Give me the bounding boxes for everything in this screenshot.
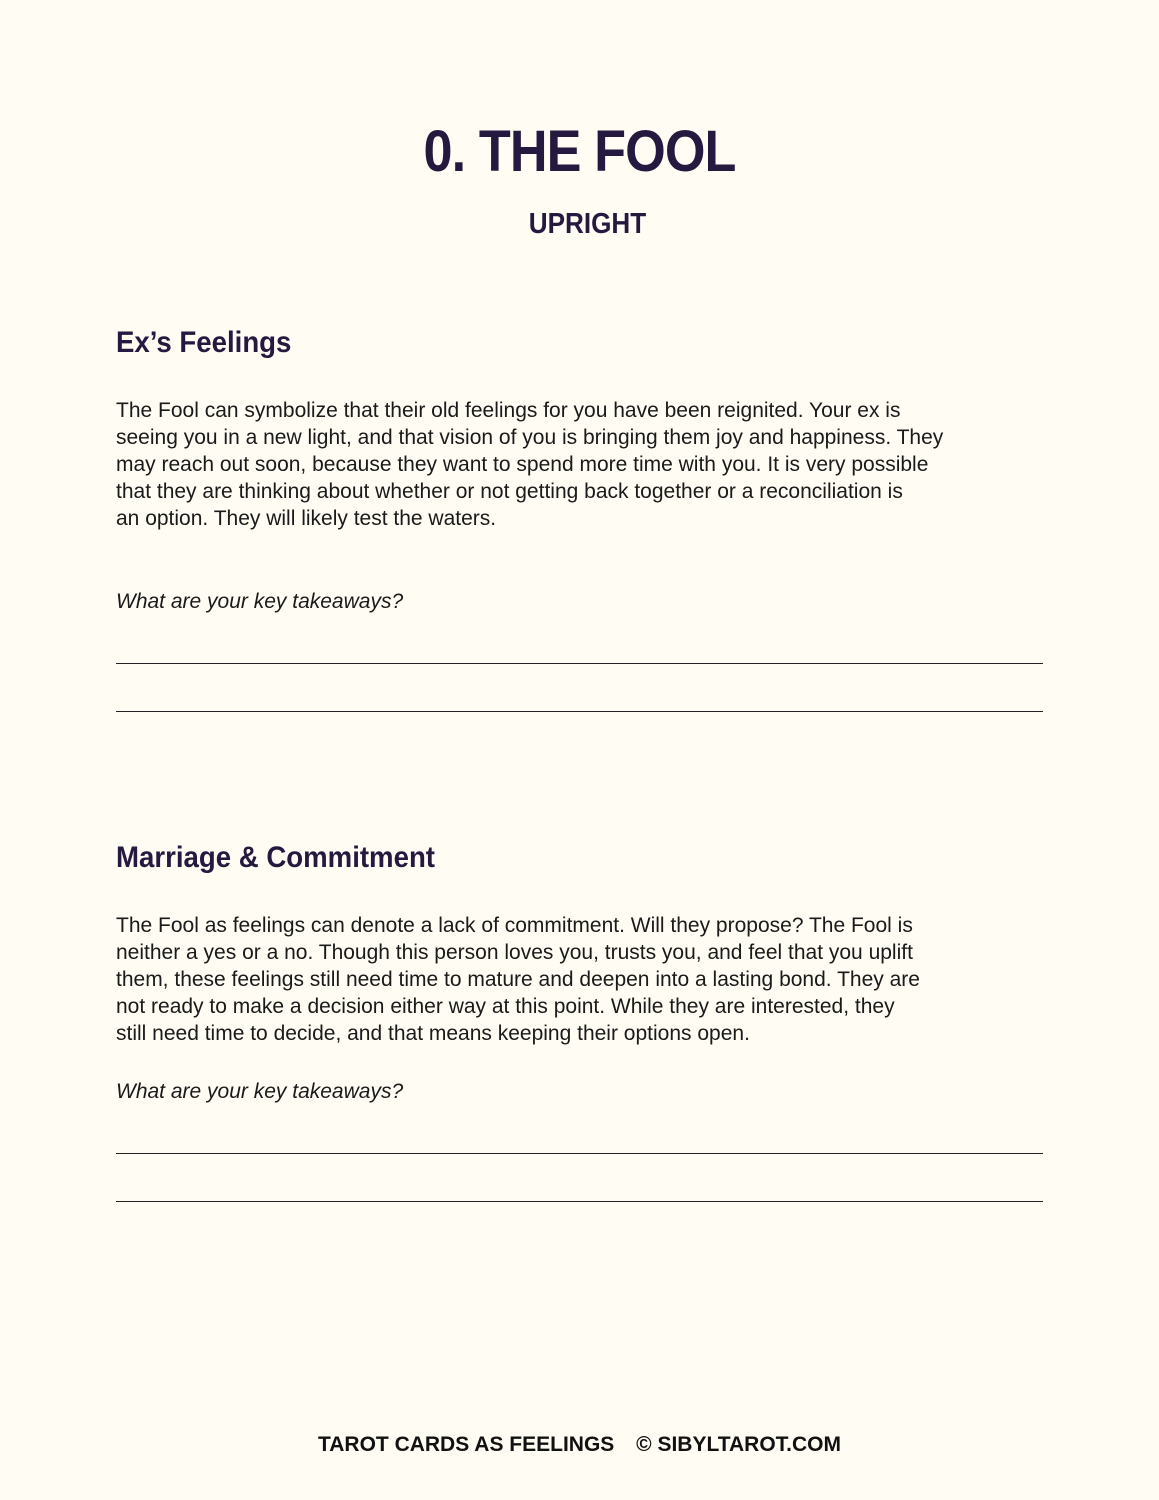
section-heading-marriage-commitment: Marriage & Commitment (116, 841, 435, 874)
text-line: may reach out soon, because they want to spend more time with you. It is very possible (116, 453, 929, 476)
footer (0, 1433, 1159, 1457)
text-line: not ready to make a decision either way at this point. While they are interested, they (116, 995, 895, 1018)
text-line: that they are thinking about whether or not getting back together or a reconciliation is (116, 480, 903, 503)
writing-line (116, 663, 1043, 664)
text-line: seeing you in a new light, and that vision of you is bringing them joy and happiness. They (116, 426, 944, 449)
text-line: The Fool as feelings can denote a lack of commitment. Will they propose? The Fool is (116, 914, 913, 937)
section-heading-exs-feelings: Ex’s Feelings (116, 326, 292, 359)
writing-line (116, 1201, 1043, 1202)
card-orientation: UPRIGHT (528, 208, 647, 240)
text-line: them, these feelings still need time to mature and deepen into a lasting bond. They are (116, 968, 920, 991)
text-line: still need time to decide, and that means keeping their options open. (116, 1022, 750, 1045)
takeaways-prompt: What are your key takeaways? (116, 1080, 404, 1103)
text-line: an option. They will likely test the waters. (116, 507, 497, 530)
page-title: 0. THE FOOL (423, 119, 736, 184)
writing-line (116, 1153, 1043, 1154)
text-line: neither a yes or a no. Though this person loves you, trusts you, and feel that you uplift (116, 941, 913, 964)
section-body-exs-feelings (116, 397, 1056, 532)
takeaways-prompt: What are your key takeaways? (116, 590, 404, 613)
text-line: The Fool can symbolize that their old feelings for you have been reignited. Your ex is (116, 399, 901, 422)
writing-line (116, 711, 1043, 712)
section-body-marriage-commitment (116, 912, 1056, 1047)
footer-copyright: © SIBYLTAROT.COM (636, 1433, 842, 1456)
footer-title: TAROT CARDS AS FEELINGS (317, 1433, 615, 1456)
